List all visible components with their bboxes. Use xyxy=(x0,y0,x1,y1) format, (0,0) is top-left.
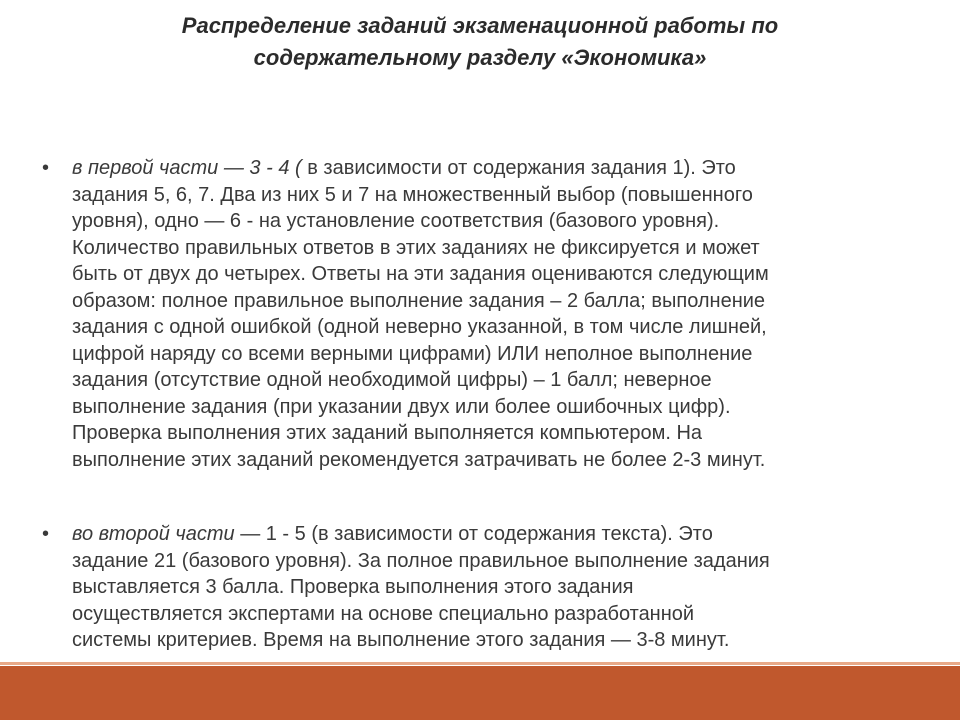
slide-body xyxy=(42,155,922,654)
bullet-lead-italic: в первой части — 3 - 4 ( xyxy=(72,157,302,179)
bullet-line: цифрой наряду со всеми верными цифрами) ИЛИ неполное выполнение xyxy=(72,342,753,365)
bullet-line: осуществляется экспертами на основе специально разработанной xyxy=(72,602,695,625)
bullet-line: быть от двух до четырех. Ответы на эти задания оцениваются следующим xyxy=(72,263,769,285)
footer-bar xyxy=(0,666,960,720)
bullet-line: уровня), одно — 6 - на установление соответствия (базового уровня). xyxy=(72,210,720,232)
bullet-line: выставляется 3 балла. Проверка выполнения этого задания xyxy=(72,576,634,598)
bullet-lead-italic: во второй части xyxy=(72,523,235,545)
bullet-first-part xyxy=(42,155,922,473)
bullet-second-part xyxy=(42,521,922,654)
bullet-line: системы критериев. Время на выполнение этого задания — 3-8 минут. xyxy=(72,629,730,651)
bullet-line: образом: полное правильное выполнение задания – 2 балла; выполнение xyxy=(72,289,766,312)
bullet-line xyxy=(72,521,922,548)
bullet-marker: • xyxy=(42,157,50,179)
bullet-marker: • xyxy=(42,523,50,545)
title-line-2: содержательному разделу «Экономика» xyxy=(253,45,707,70)
bullet-text: в зависимости от содержания задания 1). Это xyxy=(301,157,736,179)
bullet-line xyxy=(72,155,922,182)
footer-accent-line xyxy=(0,662,960,665)
bullet-line: выполнение этих заданий рекомендуется затрачивать не более 2-3 минут. xyxy=(72,448,766,471)
bullet-line: задание 21 (базового уровня). За полное правильное выполнение задания xyxy=(72,549,770,572)
bullet-line: задания 5, 6, 7. Два из них 5 и 7 на множественный выбор (повышенного xyxy=(72,183,753,206)
bullet-line: Проверка выполнения этих заданий выполняется компьютером. На xyxy=(72,422,703,444)
bullet-line: задания (отсутствие одной необходимой цифры) – 1 балл; неверное xyxy=(72,369,712,391)
bullet-line: выполнение задания (при указании двух или более ошибочных цифр). xyxy=(72,395,731,418)
bullet-line: Количество правильных ответов в этих заданиях не фиксируется и может xyxy=(72,236,760,259)
bullet-text: — 1 - 5 (в зависимости от содержания текста). Это xyxy=(234,523,713,545)
slide-title xyxy=(60,10,900,74)
bullet-line: задания с одной ошибкой (одной неверно указанной, в том числе лишней, xyxy=(72,316,767,338)
title-line-1: Распределение заданий экзаменационной работы по xyxy=(181,13,779,38)
